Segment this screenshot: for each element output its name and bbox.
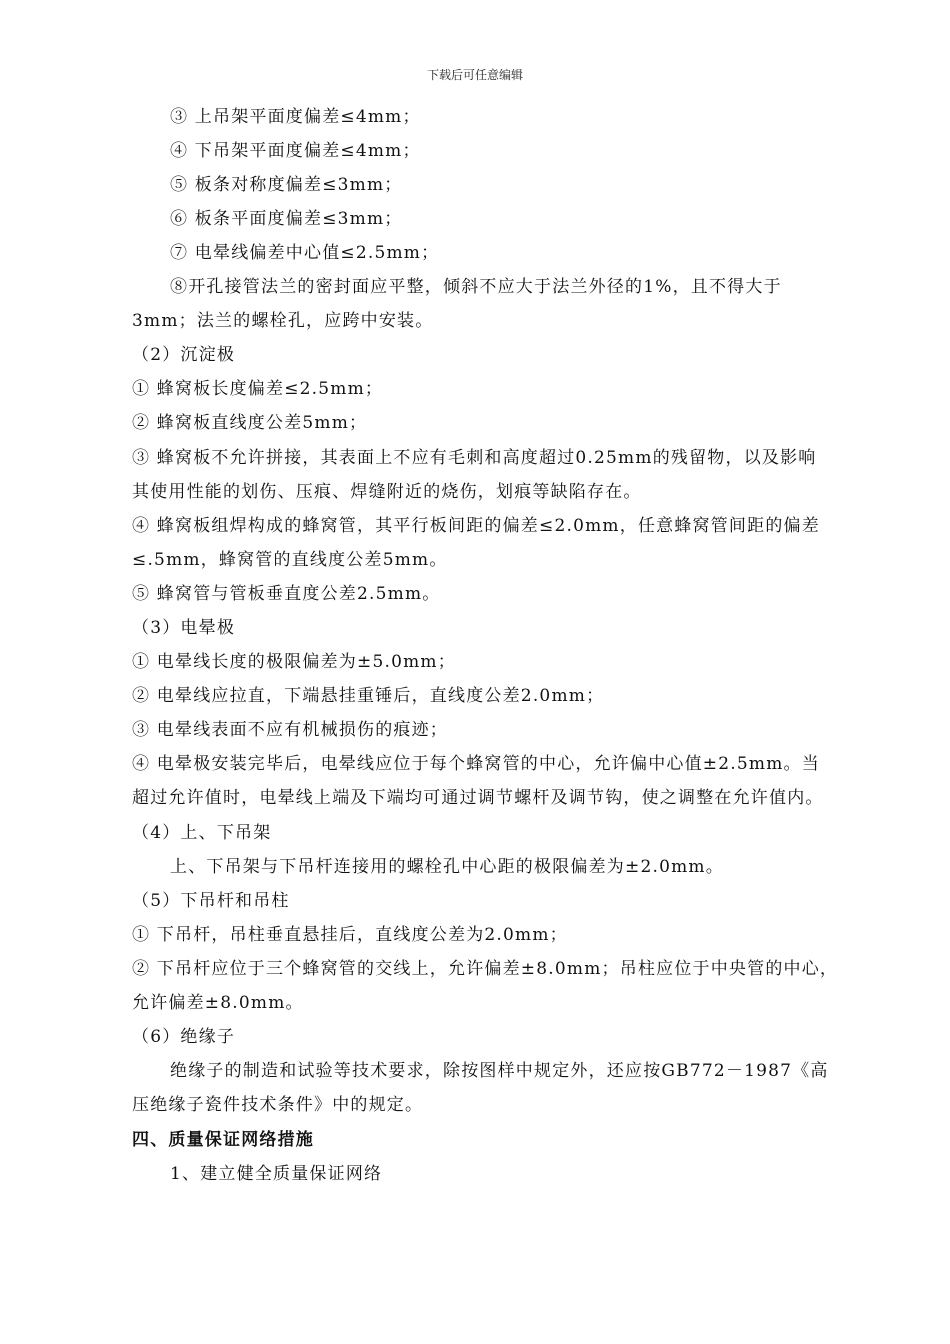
text-line: ③ 上吊架平面度偏差≤4mm；: [170, 107, 421, 127]
text-line: ① 蜂窝板长度偏差≤2.5mm；: [132, 379, 384, 399]
text-line: 压绝缘子瓷件技术条件》中的规定。: [132, 1095, 424, 1115]
text-line: ⑤ 板条对称度偏差≤3mm；: [170, 175, 403, 195]
section-heading: （6）绝缘子: [132, 1027, 236, 1047]
section-heading: （2）沉淀极: [132, 345, 236, 365]
text-line: ④ 蜂窝板组焊构成的蜂窝管，其平行板间距的偏差≤2.0mm，任意蜂窝管间距的偏差: [132, 516, 820, 536]
chapter-heading: 四、质量保证网络措施: [132, 1130, 314, 1150]
text-line: ⑧开孔接管法兰的密封面应平整，倾斜不应大于法兰外径的1%，且不得大于: [170, 277, 782, 297]
text-line: ⑤ 蜂窝管与管板垂直度公差2.5mm。: [132, 584, 441, 604]
section-heading: （5）下吊杆和吊柱: [132, 891, 290, 911]
text-line: ④ 下吊架平面度偏差≤4mm；: [170, 141, 421, 161]
subsection-heading: 1、建立健全质量保证网络: [170, 1164, 383, 1184]
text-line: ③ 蜂窝板不允许拼接，其表面上不应有毛刺和高度超过0.25mm的残留物，以及影响: [132, 448, 817, 468]
text-line: 允许偏差±8.0mm。: [132, 993, 304, 1013]
text-line: ④ 电晕极安装完毕后，电晕线应位于每个蜂窝管的中心，允许偏中心值±2.5mm。当: [132, 754, 820, 774]
text-line: ② 下吊杆应位于三个蜂窝管的交线上，允许偏差±8.0mm；吊柱应位于中央管的中心，: [132, 959, 839, 979]
text-line: ① 下吊杆，吊柱垂直悬挂后，直线度公差为2.0mm；: [132, 925, 568, 945]
text-line: ① 电晕线长度的极限偏差为±5.0mm；: [132, 652, 456, 672]
section-heading: （4）上、下吊架: [132, 823, 272, 843]
text-line: ⑥ 板条平面度偏差≤3mm；: [170, 209, 403, 229]
text-line: ② 电晕线应拉直，下端悬挂重锤后，直线度公差2.0mm；: [132, 686, 605, 706]
text-line: ≤.5mm，蜂窝管的直线度公差5mm。: [132, 550, 448, 570]
text-line: 超过允许值时，电晕线上端及下端均可通过调节螺杆及调节钩，使之调整在允许值内。: [132, 788, 824, 808]
text-line: ② 蜂窝板直线度公差5mm；: [132, 413, 368, 433]
text-line: 其使用性能的划伤、压痕、焊缝附近的烧伤，划痕等缺陷存在。: [132, 482, 642, 502]
text-line: ⑦ 电晕线偏差中心值≤2.5mm；: [170, 243, 440, 263]
text-line: 3mm；法兰的螺栓孔，应跨中安装。: [132, 311, 434, 331]
text-line: 上、下吊架与下吊杆连接用的螺栓孔中心距的极限偏差为±2.0mm。: [170, 857, 724, 877]
text-line: 绝缘子的制造和试验等技术要求，除按图样中规定外，还应按GB772－1987《高: [170, 1061, 829, 1081]
page-header: 下载后可任意编辑: [426, 68, 523, 82]
section-heading: （3）电晕极: [132, 618, 236, 638]
text-line: ③ 电晕线表面不应有机械损伤的痕迹；: [132, 720, 449, 740]
